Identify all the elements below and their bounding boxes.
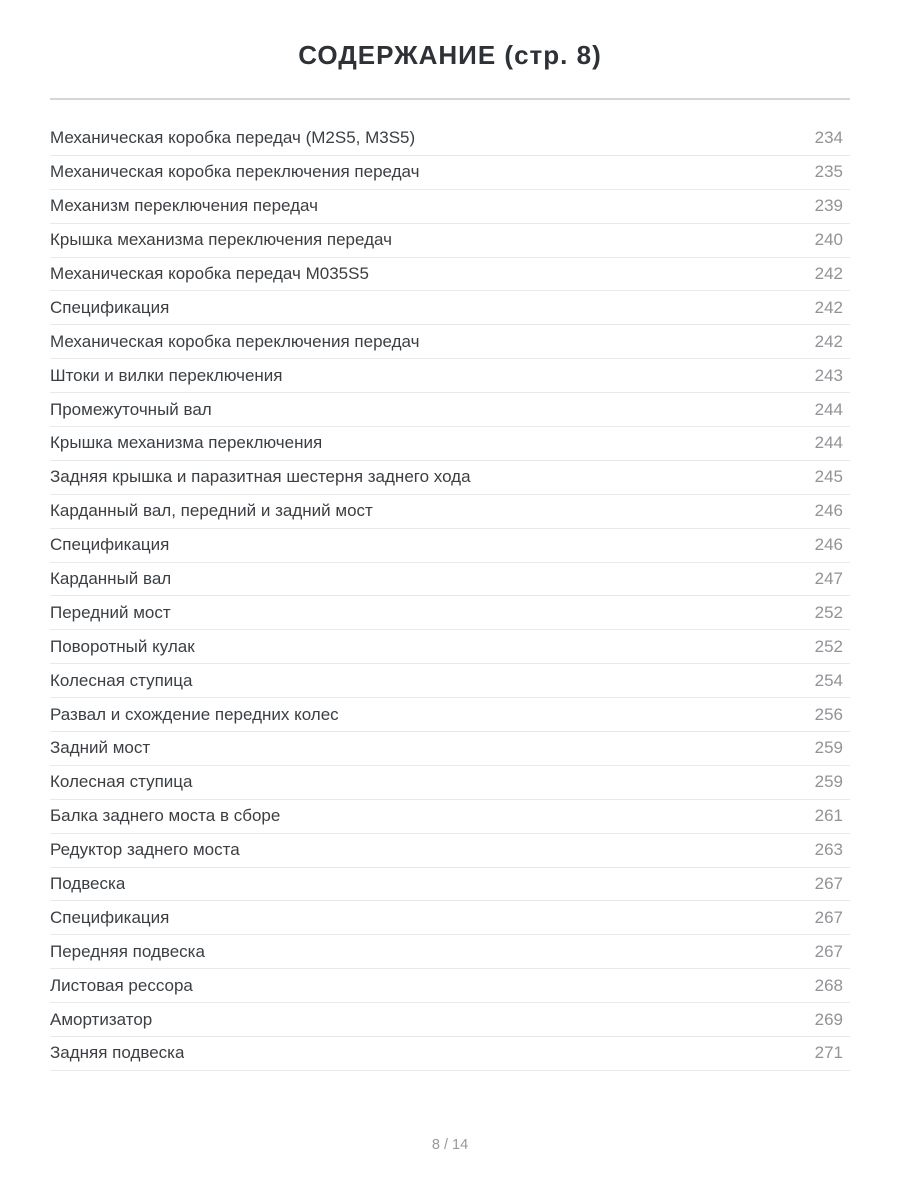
toc-entry-title: Задняя подвеска (50, 1043, 185, 1063)
toc-entry-title: Механическая коробка переключения передач (50, 162, 420, 182)
toc-entry-page-number: 246 (814, 535, 843, 555)
toc-entry-page-number: 268 (814, 975, 843, 995)
toc-entry-title: Передняя подвеска (50, 941, 205, 961)
toc-entry-page-number: 234 (814, 128, 843, 148)
toc-entry-page-number: 254 (814, 670, 843, 690)
toc-entry-title: Задняя крышка и паразитная шестерня заднего хода (50, 467, 471, 487)
toc-entry-title: Редуктор заднего моста (50, 840, 240, 860)
toc-entry[interactable] (50, 901, 850, 935)
toc-entry[interactable] (50, 935, 850, 969)
toc-entry-title: Промежуточный вал (50, 399, 212, 419)
toc-entry-title: Спецификация (50, 535, 170, 555)
toc-entry[interactable] (50, 224, 850, 258)
toc-entry[interactable] (50, 325, 850, 359)
toc-entry[interactable] (50, 122, 850, 156)
toc-entry-page-number: 240 (814, 230, 843, 250)
toc-entry[interactable] (50, 834, 850, 868)
toc-entry-title: Спецификация (50, 907, 170, 927)
toc-entry-title: Задний мост (50, 738, 151, 758)
toc-entry[interactable] (50, 868, 850, 902)
toc-entry-page-number: 259 (814, 772, 843, 792)
toc-entry-page-number: 242 (814, 297, 843, 317)
toc-entry-title: Крышка механизма переключения (50, 433, 323, 453)
toc-entry-title: Колесная ступица (50, 772, 193, 792)
toc-entry[interactable] (50, 800, 850, 834)
toc-entry-title: Спецификация (50, 297, 170, 317)
page-title: СОДЕРЖАНИЕ (стр. 8) (298, 40, 602, 70)
toc-entry-title: Листовая рессора (50, 975, 193, 995)
toc-entry[interactable] (50, 190, 850, 224)
toc-entry-title: Механическая коробка передач (M2S5, M3S5) (50, 128, 416, 148)
toc-entry[interactable] (50, 630, 850, 664)
toc-entry[interactable] (50, 563, 850, 597)
toc-entry-page-number: 244 (814, 399, 843, 419)
toc-entry-page-number: 261 (814, 806, 843, 826)
toc-entry-title: Колесная ступица (50, 670, 193, 690)
toc-entry-title: Карданный вал (50, 569, 172, 589)
toc-entry-page-number: 242 (814, 331, 843, 351)
toc-entry-title: Балка заднего моста в сборе (50, 806, 281, 826)
toc-entry-title: Штоки и вилки переключения (50, 365, 283, 385)
toc-entry[interactable] (50, 698, 850, 732)
toc-entry-title: Механизм переключения передач (50, 196, 318, 216)
toc-entry-page-number: 263 (814, 840, 843, 860)
toc-entry-page-number: 235 (814, 162, 843, 182)
toc-entry-page-number: 239 (814, 196, 843, 216)
toc-list (50, 122, 850, 1071)
toc-entry-page-number: 259 (814, 738, 843, 758)
toc-entry-page-number: 269 (814, 1009, 843, 1029)
toc-entry-page-number: 246 (814, 501, 843, 521)
toc-entry[interactable] (50, 461, 850, 495)
page-indicator: 8 / 14 (431, 1137, 469, 1153)
toc-entry-page-number: 242 (814, 264, 843, 283)
toc-entry-page-number: 256 (814, 704, 843, 724)
toc-entry-page-number: 252 (814, 636, 843, 656)
toc-entry[interactable] (50, 258, 850, 292)
toc-entry[interactable] (50, 1037, 850, 1071)
toc-entry-page-number: 245 (814, 467, 843, 487)
toc-entry-title: Механическая коробка переключения передач (50, 331, 420, 351)
toc-entry-page-number: 247 (814, 569, 843, 589)
toc-entry-page-number: 252 (814, 602, 843, 622)
toc-entry[interactable] (50, 969, 850, 1003)
toc-entry[interactable] (50, 1003, 850, 1037)
toc-entry[interactable] (50, 732, 850, 766)
toc-entry-page-number: 243 (814, 365, 843, 385)
toc-entry-title: Крышка механизма переключения передач (50, 230, 392, 250)
toc-entry-page-number: 267 (814, 874, 843, 894)
title-divider (50, 98, 850, 100)
toc-entry[interactable] (50, 664, 850, 698)
toc-entry-page-number: 271 (814, 1043, 843, 1063)
toc-entry[interactable] (50, 427, 850, 461)
toc-entry[interactable] (50, 766, 850, 800)
toc-entry-title: Подвеска (50, 874, 126, 894)
toc-entry[interactable] (50, 495, 850, 529)
toc-entry-page-number: 267 (814, 941, 843, 961)
toc-entry[interactable] (50, 359, 850, 393)
toc-entry-title: Механическая коробка передач M035S5 (50, 264, 369, 283)
toc-entry[interactable] (50, 291, 850, 325)
toc-entry[interactable] (50, 529, 850, 563)
toc-entry-page-number: 244 (814, 433, 843, 453)
toc-entry-page-number: 267 (814, 907, 843, 927)
toc-entry-title: Развал и схождение передних колес (50, 704, 339, 724)
toc-entry-title: Поворотный кулак (50, 636, 195, 656)
toc-entry-title: Амортизатор (50, 1009, 153, 1029)
toc-entry-title: Карданный вал, передний и задний мост (50, 501, 373, 521)
toc-entry[interactable] (50, 596, 850, 630)
toc-entry[interactable] (50, 393, 850, 427)
toc-entry-title: Передний мост (50, 602, 171, 622)
toc-entry[interactable] (50, 156, 850, 190)
